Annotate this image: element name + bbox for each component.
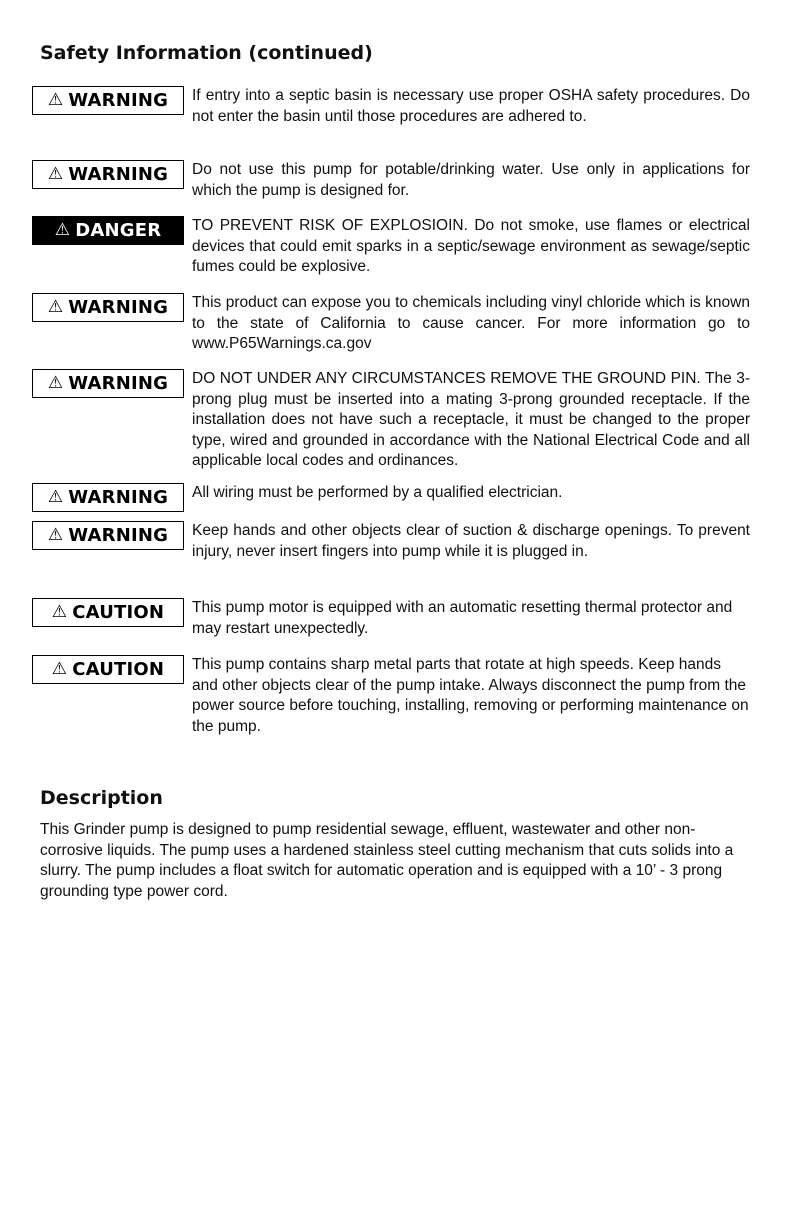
badge-label: WARNING <box>68 524 169 546</box>
warning-triangle-icon: ⚠ <box>47 297 64 317</box>
description-heading: Description <box>40 787 163 809</box>
warning-notice <box>40 483 750 508</box>
warning-badge <box>32 369 184 398</box>
caution-triangle-icon: ⚠ <box>51 659 68 679</box>
warning-triangle-icon: ⚠ <box>47 90 64 110</box>
warning-badge <box>32 483 184 512</box>
notice-text: Keep hands and other objects clear of suction & discharge openings. To prevent injury, never insert fingers into pump while it is plugged in. <box>192 522 750 560</box>
caution-notice <box>40 598 750 639</box>
caution-triangle-icon: ⚠ <box>51 602 68 622</box>
notice-text: If entry into a septic basin is necessary use proper OSHA safety procedures. Do not enter the basin until those procedures are adhered to. <box>192 87 750 125</box>
badge-label: WARNING <box>68 486 169 508</box>
danger-triangle-icon: ⚠ <box>54 220 71 240</box>
notice-text: This product can expose you to chemicals including vinyl chloride which is known to the state of California to cause cancer. For more information go to www.P65Warnings.ca.gov <box>192 294 750 352</box>
danger-badge <box>32 216 184 245</box>
warning-badge <box>32 160 184 189</box>
warning-triangle-icon: ⚠ <box>47 164 64 184</box>
warning-badge <box>32 86 184 115</box>
warning-triangle-icon: ⚠ <box>47 525 64 545</box>
badge-label: CAUTION <box>72 601 165 623</box>
danger-notice <box>40 216 750 278</box>
badge-label: DANGER <box>75 219 162 241</box>
warning-notice <box>40 521 750 562</box>
caution-badge <box>32 598 184 627</box>
warning-notice <box>40 369 750 472</box>
notice-text: This pump motor is equipped with an automatic resetting thermal protector and may restart unexpectedly. <box>192 599 733 637</box>
caution-notice <box>40 655 750 737</box>
warning-badge <box>32 521 184 550</box>
badge-label: WARNING <box>68 296 169 318</box>
badge-label: WARNING <box>68 163 169 185</box>
page-title: Safety Information (continued) <box>40 42 373 64</box>
notice-text: TO PREVENT RISK OF EXPLOSIOIN. Do not smoke, use flames or electrical devices that could emit sparks in a septic/sewage environment as sewage/septic fumes could be explosive. <box>192 217 750 275</box>
badge-label: CAUTION <box>72 658 165 680</box>
badge-label: WARNING <box>68 89 169 111</box>
badge-label: WARNING <box>68 372 169 394</box>
warning-triangle-icon: ⚠ <box>47 487 64 507</box>
notice-text: This pump contains sharp metal parts that rotate at high speeds. Keep hands and other objects clear of the pump intake. Always disconnect the pump from the power source before touching, installing, removing or performing maintenance on the pump. <box>192 656 749 735</box>
notice-text: Do not use this pump for potable/drinking water. Use only in applications for which the pump is designed for. <box>192 161 750 199</box>
warning-badge <box>32 293 184 322</box>
warning-notice <box>40 160 750 201</box>
warning-triangle-icon: ⚠ <box>47 373 64 393</box>
description-text: This Grinder pump is designed to pump residential sewage, effluent, wastewater and other non-corrosive liquids. The pump uses a hardened stainless steel cutting mechanism that cuts solids into a slurry. The pump includes a float switch for automatic operation and is equipped with a 10’ - 3 prong grounding type power cord. <box>40 821 734 900</box>
warning-notice <box>40 293 750 355</box>
warning-notice <box>40 86 750 127</box>
notice-text: All wiring must be performed by a qualified electrician. <box>192 484 563 501</box>
notice-text: DO NOT UNDER ANY CIRCUMSTANCES REMOVE THE GROUND PIN. The 3-prong plug must be inserted into a mating 3-prong grounded receptacle. If the installation does not have such a receptacle, it must be changed to the proper type, wired and grounded in accordance with the National Electrical Code and all applicable local codes and ordinances. <box>192 370 750 469</box>
caution-badge <box>32 655 184 684</box>
